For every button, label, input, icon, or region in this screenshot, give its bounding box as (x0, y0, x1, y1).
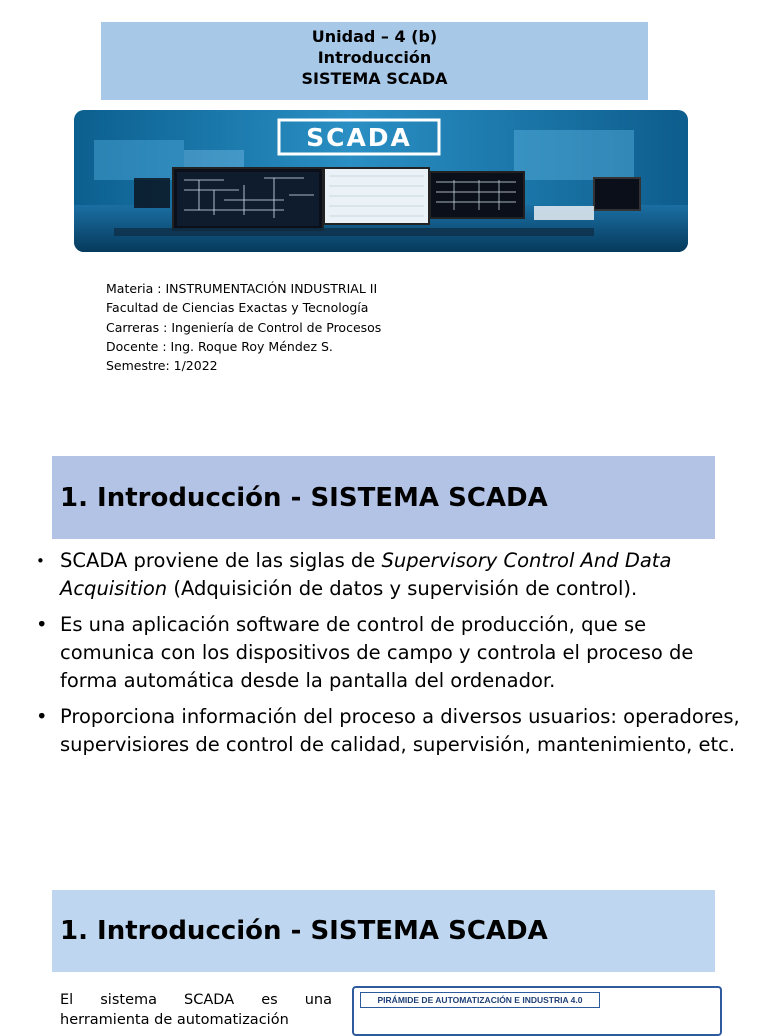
bullet-item (36, 611, 741, 695)
scada-description-paragraph: El sistema SCADA es una herramienta de automatización (60, 992, 332, 1028)
bullet-3-text: Proporciona información del proceso a diversos usuarios: operadores, supervisiores de control de calidad, supervisión, mantenimiento, etc. (60, 705, 740, 756)
unit-title: Unidad – 4 (b) (311, 27, 438, 46)
bullet-2-text: Es una aplicación software de control de producción, que se comunica con los dispositivos de campo y controla el proceso de forma automática desde la pantalla del ordenador. (60, 613, 694, 692)
scada-title: SISTEMA SCADA (301, 69, 448, 88)
section-heading-1-text: 1. Introducción - SISTEMA SCADA (60, 482, 548, 513)
course-faculty: Facultad de Ciencias Exactas y Tecnología (106, 300, 369, 316)
course-info (106, 279, 381, 375)
section-heading-1 (52, 456, 715, 539)
scada-logo-text: SCADA (306, 123, 412, 152)
automation-pyramid-figure (352, 986, 722, 1036)
pyramid-figure-title: PIRÁMIDE DE AUTOMATIZACIÓN E INDUSTRIA 4.0 (360, 992, 600, 1008)
course-careers: Carreras : Ingeniería de Control de Procesos (106, 319, 382, 335)
course-teacher: Docente : Ing. Roque Roy Méndez S. (106, 338, 333, 354)
course-subject: Materia : INSTRUMENTACIÓN INDUSTRIAL II (106, 281, 378, 296)
intro-title: Introducción (317, 48, 432, 67)
scada-banner-image (74, 110, 688, 252)
slide-title-box (101, 22, 648, 100)
bullet-dot: • (36, 613, 48, 636)
intro-bullet-list (36, 547, 741, 767)
bullet-1-prefix: SCADA proviene de las siglas de (60, 549, 382, 572)
bullet-dot: • (36, 705, 48, 728)
section-heading-2-text: 1. Introducción - SISTEMA SCADA (60, 916, 548, 946)
bullet-1-suffix: (Adquisición de datos y supervisión de control). (167, 577, 638, 600)
bullet-item (36, 547, 741, 603)
bullet-1-italic: Supervisory Control And Data Acquisition (60, 549, 672, 600)
bullet-dot: • (36, 552, 45, 570)
section-heading-2 (52, 890, 715, 972)
course-semester: Semestre: 1/2022 (106, 358, 218, 374)
bullet-item (36, 703, 741, 759)
